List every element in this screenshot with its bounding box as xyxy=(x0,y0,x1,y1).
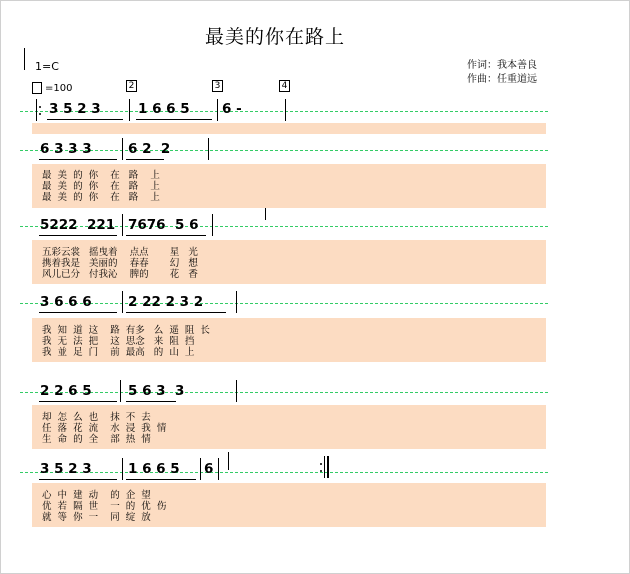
cursor-line xyxy=(24,48,25,70)
lyric-line: 我 无 法 把 这 思念 来 阻 挡 xyxy=(42,336,195,347)
barline xyxy=(236,291,237,313)
barline xyxy=(285,99,286,121)
notes-measure: 1 6 6 5 xyxy=(128,461,180,477)
lyric-line: 我 知 道 这 路 有多 么 遥 阻 长 xyxy=(42,325,210,336)
note-underline xyxy=(39,401,117,402)
repeat-dot xyxy=(320,470,322,472)
note-underline xyxy=(39,312,117,313)
notes-measure: 5222 221 xyxy=(40,217,116,233)
repeat-dot xyxy=(39,106,41,108)
notes-measure: 3 5 2 3 xyxy=(49,101,101,117)
notes-measure: 7676 5 6 xyxy=(128,217,199,233)
notes-measure: 2 22 2 3 2 xyxy=(128,294,204,310)
lyric-box xyxy=(32,123,546,134)
lyric-line: 最 美 的 你 在 路 上 xyxy=(42,181,160,192)
note-underline xyxy=(126,479,196,480)
notes-measure: 6 - xyxy=(222,101,242,117)
measure-number-3: 3 xyxy=(212,80,223,92)
lyric-line: 五彩云裳 摇曳着 点点 星 光 xyxy=(42,247,198,258)
lyric-line: 就 等 你 一 同 绽 放 xyxy=(42,512,151,523)
notes-measure: 6 xyxy=(204,461,214,477)
lyric-line: 优 若 隔 世 一 的 优 伤 xyxy=(42,501,167,512)
note-underline xyxy=(126,401,176,402)
note-underline xyxy=(39,159,117,160)
note-underline xyxy=(47,119,123,120)
repeat-start-barline xyxy=(36,99,37,121)
notes-measure: 5 6 3 3 xyxy=(128,383,185,399)
notes-measure: 3 6 6 6 xyxy=(40,294,92,310)
staff-line xyxy=(20,392,548,393)
notes-measure: 2 2 6 5 xyxy=(40,383,92,399)
composer-credit: 作曲：任重道远 xyxy=(467,74,537,85)
barline xyxy=(200,458,201,480)
lyric-line: 生 命 的 全 部 热 情 xyxy=(42,434,151,445)
barline xyxy=(236,380,237,402)
lyric-line: 携着我是 美丽的 春春 幻 想 xyxy=(42,258,198,269)
barline xyxy=(218,458,219,480)
lyric-line: 我 並 足 门 前 最高 的 山 上 xyxy=(42,347,195,358)
tempo-marking: =100 xyxy=(45,83,73,94)
notes-measure: 6 2 2 xyxy=(128,141,171,157)
lyric-line: 最 美 的 你 在 路 上 xyxy=(42,192,160,203)
lyric-line: 风儿已分 付我沁 脾的 花 香 xyxy=(42,269,198,280)
repeat-dot xyxy=(320,463,322,465)
note-underline xyxy=(126,312,226,313)
barline xyxy=(208,138,209,160)
note-underline xyxy=(39,479,117,480)
cursor-line xyxy=(265,208,266,220)
note-underline xyxy=(126,159,164,160)
barline xyxy=(122,291,123,313)
barline xyxy=(120,380,121,402)
repeat-dot xyxy=(39,113,41,115)
cursor-line xyxy=(228,452,229,470)
note-underline xyxy=(136,119,212,120)
notes-measure: 6 3 3 3 xyxy=(40,141,92,157)
barline xyxy=(217,99,218,121)
barline xyxy=(129,99,130,121)
barline xyxy=(122,138,123,160)
lyric-line: 心 中 建 动 的 企 望 xyxy=(42,490,151,501)
lyric-line: 最 美 的 你 在 路 上 xyxy=(42,170,160,181)
staff-line xyxy=(20,150,548,151)
lyric-line: 却 怎 么 也 抹 不 去 xyxy=(42,412,151,423)
repeat-end-barline xyxy=(324,456,325,478)
barline xyxy=(122,458,123,480)
notes-measure: 1 6 6 5 xyxy=(138,101,190,117)
lyric-line: 任 落 花 流 水 浸 我 情 xyxy=(42,423,167,434)
quarter-note-icon xyxy=(32,82,42,94)
lyricist-credit: 作词：我本善良 xyxy=(467,60,537,71)
repeat-end-barline xyxy=(327,456,329,478)
measure-number-4: 4 xyxy=(279,80,290,92)
key-signature: 1=C xyxy=(35,60,59,73)
measure-number-2: 2 xyxy=(126,80,137,92)
staff-line xyxy=(20,303,548,304)
barline xyxy=(212,214,213,236)
song-title: 最美的你在路上 xyxy=(205,26,346,48)
note-underline xyxy=(39,235,117,236)
barline xyxy=(122,214,123,236)
staff-line xyxy=(20,472,548,473)
notes-measure: 3 5 2 3 xyxy=(40,461,92,477)
note-underline xyxy=(126,235,206,236)
